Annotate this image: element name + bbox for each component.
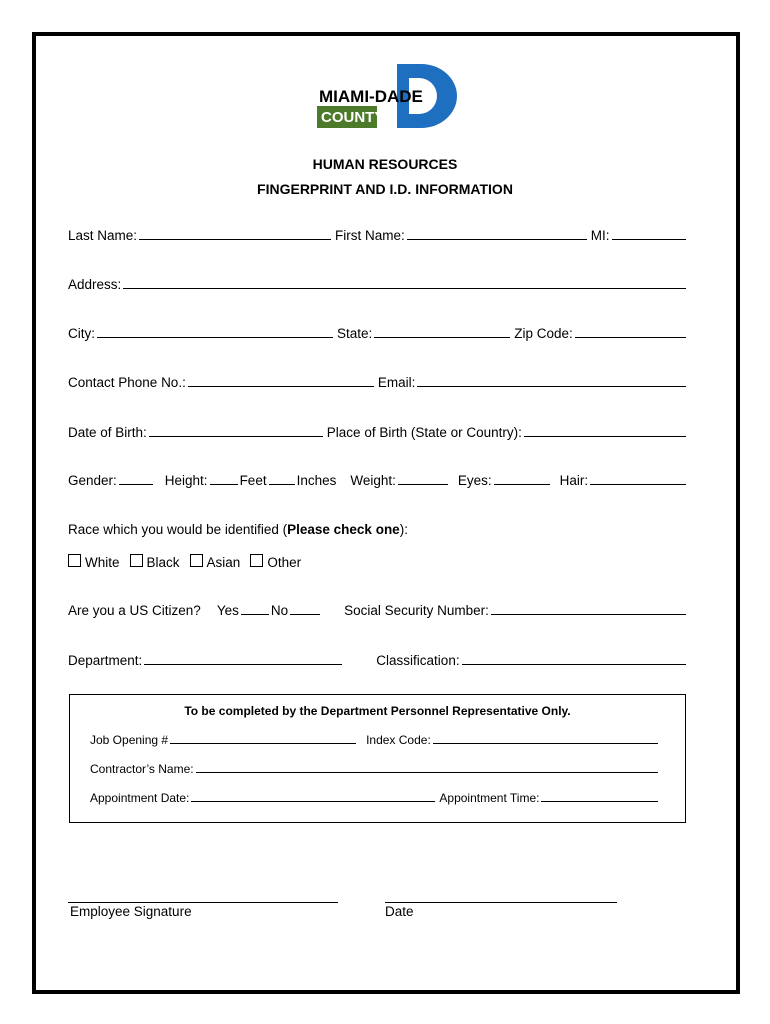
city-label: City: — [68, 326, 95, 341]
dob-label: Date of Birth: — [68, 425, 147, 440]
city-row — [68, 326, 688, 341]
appt-date-label: Appointment Date: — [90, 791, 190, 805]
eyes-label: Eyes: — [457, 473, 492, 488]
department-label: Department: — [68, 653, 143, 668]
address-row — [68, 277, 688, 292]
first-name-field[interactable] — [407, 238, 587, 240]
race-option-white[interactable] — [68, 554, 120, 570]
citizen-label: Are you a US Citizen? — [68, 603, 201, 618]
no-label: No — [270, 603, 289, 618]
contractor-field[interactable] — [196, 771, 658, 773]
zip-label: Zip Code: — [514, 326, 573, 341]
last-name-label: Last Name: — [68, 228, 138, 243]
height-label: Height: — [164, 473, 208, 488]
pob-label: Place of Birth (State or Country): — [326, 425, 522, 440]
address-field[interactable] — [123, 287, 686, 289]
miami-dade-county-logo — [317, 64, 457, 128]
asian-checkbox[interactable] — [190, 554, 203, 567]
job-opening-row — [90, 733, 660, 747]
contact-row — [68, 375, 688, 390]
index-code-label: Index Code: — [366, 733, 431, 747]
state-label: State: — [337, 326, 373, 341]
logo-top-text: MIAMI-DADE — [319, 87, 423, 106]
ssn-field[interactable] — [491, 613, 686, 615]
yes-label: Yes — [216, 603, 239, 618]
title-line-2: FINGERPRINT AND I.D. INFORMATION — [257, 181, 513, 197]
pob-field[interactable] — [524, 435, 686, 437]
index-code-field[interactable] — [433, 742, 658, 744]
rep-box-title: To be completed by the Department Personnel Representative Only. — [184, 704, 571, 718]
other-checkbox[interactable] — [250, 554, 263, 567]
asian-label: Asian — [206, 555, 241, 570]
logo-bottom-text: COUNTY — [321, 109, 385, 126]
black-checkbox[interactable] — [130, 554, 143, 567]
department-row — [68, 653, 688, 668]
ssn-label: Social Security Number: — [344, 603, 489, 618]
first-name-label: First Name: — [335, 228, 405, 243]
appt-time-field[interactable] — [541, 800, 658, 802]
email-label: Email: — [377, 375, 416, 390]
personnel-representative-box — [69, 694, 686, 823]
black-label: Black — [146, 555, 180, 570]
city-field[interactable] — [97, 336, 333, 338]
appt-date-field[interactable] — [191, 800, 435, 802]
contractor-row — [90, 762, 660, 776]
birth-row — [68, 425, 688, 440]
race-label-prefix: Race which you would be identified ( — [68, 522, 288, 537]
gender-label: Gender: — [68, 473, 117, 488]
race-label-suffix: ): — [399, 522, 408, 537]
yes-field[interactable] — [241, 613, 269, 615]
weight-field[interactable] — [398, 483, 448, 485]
gender-field[interactable] — [119, 483, 153, 485]
appointment-row — [90, 791, 660, 805]
classification-label: Classification: — [376, 653, 460, 668]
appt-time-label: Appointment Time: — [439, 791, 540, 805]
white-label: White — [85, 555, 120, 570]
department-field[interactable] — [144, 663, 342, 665]
height-inches-field[interactable] — [269, 483, 295, 485]
race-option-other[interactable] — [250, 554, 301, 570]
name-row — [68, 228, 688, 243]
hair-field[interactable] — [590, 483, 686, 485]
phone-field[interactable] — [188, 385, 374, 387]
white-checkbox[interactable] — [68, 554, 81, 567]
race-row — [68, 522, 688, 537]
form-border — [32, 32, 740, 994]
employee-signature-label: Employee Signature — [70, 904, 192, 919]
race-label-bold: Please check one — [287, 522, 400, 537]
contractor-label: Contractor’s Name: — [90, 762, 194, 776]
address-label: Address: — [68, 277, 122, 292]
race-option-black[interactable] — [130, 554, 180, 570]
race-option-asian[interactable] — [190, 554, 241, 570]
job-opening-label: Job Opening # — [90, 733, 169, 747]
phone-label: Contact Phone No.: — [68, 375, 186, 390]
inches-label: Inches — [296, 473, 337, 488]
date-label: Date — [385, 904, 414, 919]
eyes-field[interactable] — [494, 483, 550, 485]
citizen-row — [68, 603, 688, 618]
dob-field[interactable] — [149, 435, 323, 437]
state-field[interactable] — [374, 336, 510, 338]
feet-label: Feet — [239, 473, 267, 488]
no-field[interactable] — [290, 613, 320, 615]
date-line[interactable] — [385, 902, 617, 903]
classification-field[interactable] — [462, 663, 686, 665]
physical-row — [68, 473, 688, 488]
race-options — [68, 554, 688, 570]
mi-field[interactable] — [612, 238, 686, 240]
weight-label: Weight: — [350, 473, 396, 488]
title-line-1: HUMAN RESOURCES — [312, 156, 458, 172]
zip-field[interactable] — [575, 336, 686, 338]
last-name-field[interactable] — [139, 238, 331, 240]
employee-signature-line[interactable] — [68, 902, 338, 903]
email-field[interactable] — [417, 385, 686, 387]
height-feet-field[interactable] — [210, 483, 238, 485]
job-opening-field[interactable] — [170, 742, 356, 744]
mi-label: MI: — [590, 228, 610, 243]
other-label: Other — [267, 555, 302, 570]
hair-label: Hair: — [559, 473, 589, 488]
